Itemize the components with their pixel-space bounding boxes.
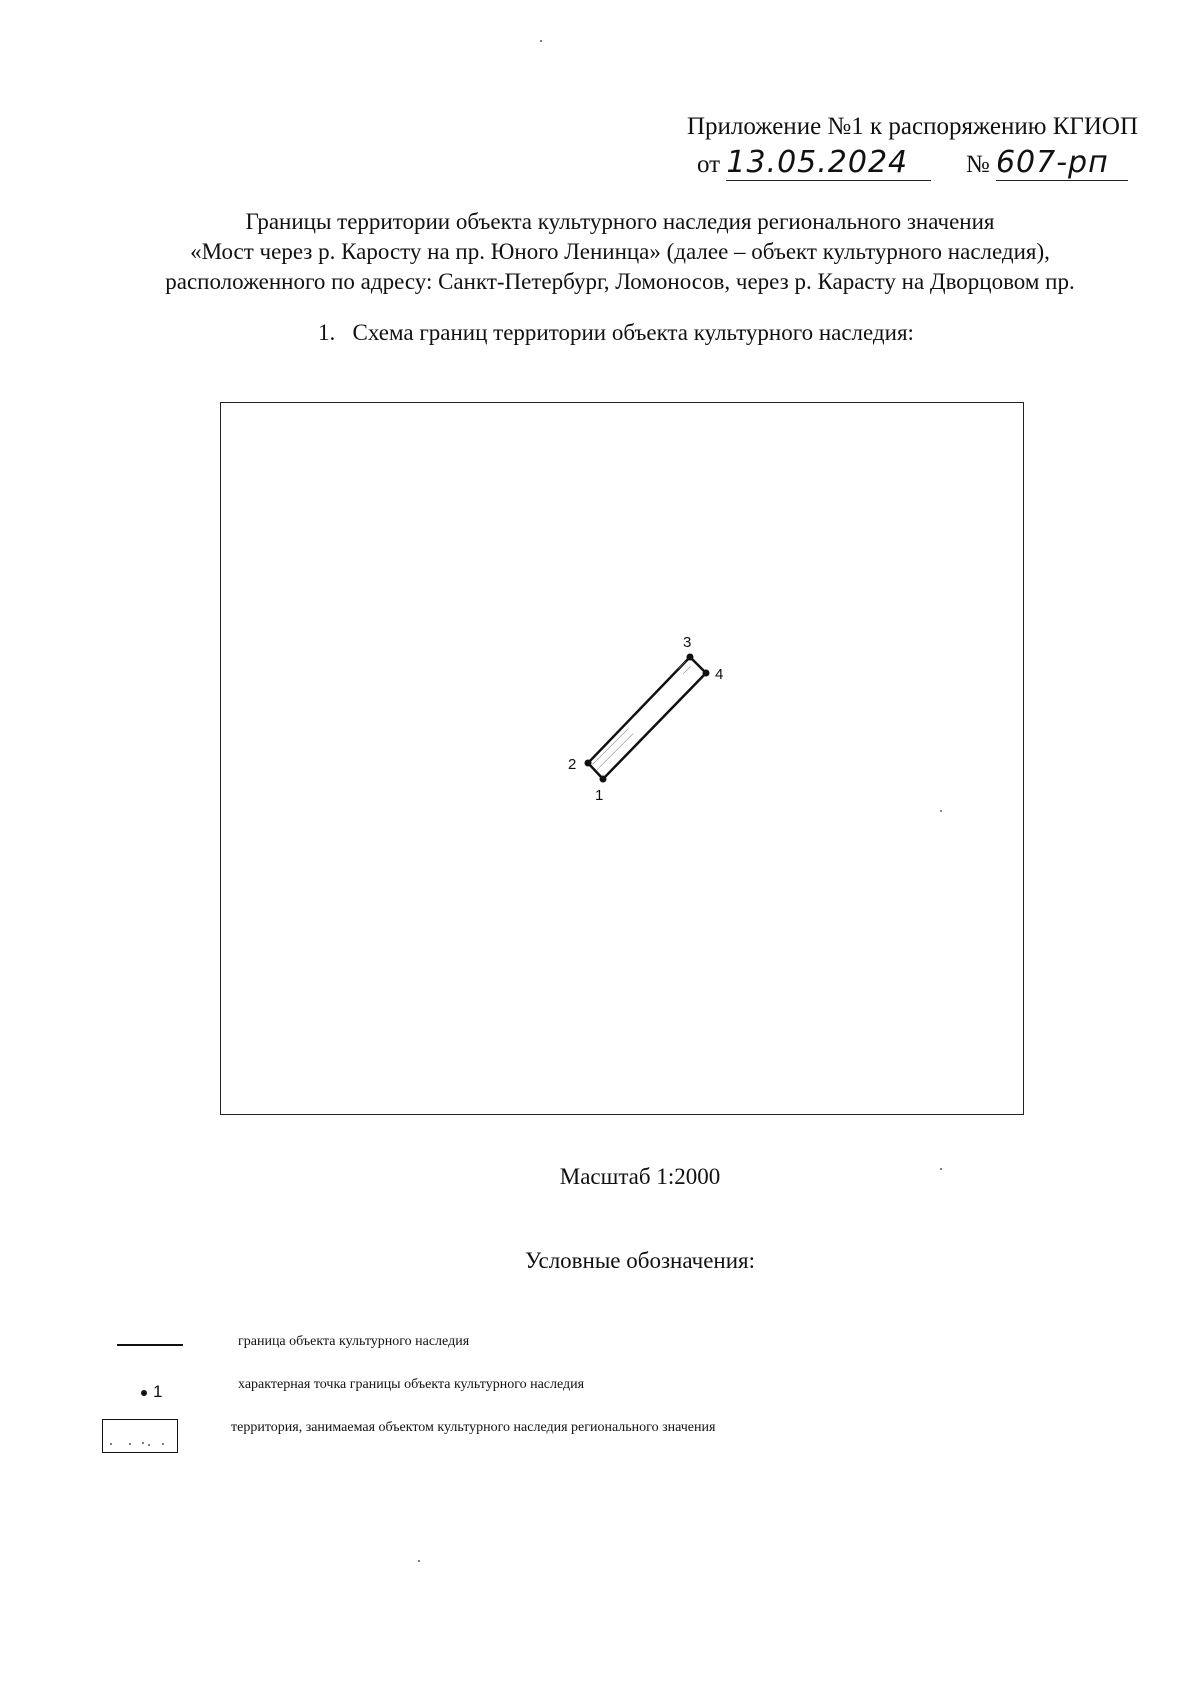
section-number: 1. bbox=[318, 320, 336, 345]
section-heading bbox=[318, 320, 914, 346]
order-date-field bbox=[726, 145, 931, 181]
bullet-icon bbox=[141, 1390, 147, 1396]
boundary-point-label-1: 1 bbox=[595, 787, 604, 804]
number-prefix: № bbox=[965, 151, 990, 178]
scan-speck bbox=[418, 1560, 420, 1562]
order-date: 13.05.2024 bbox=[726, 145, 909, 180]
boundary-point-label-4: 4 bbox=[715, 666, 724, 683]
boundary-point-1 bbox=[600, 776, 607, 783]
title-line-2: «Мост через р. Каросту на пр. Юного Ленинца» (далее – объект культурного наследия), bbox=[190, 239, 1050, 264]
boundary-point-4 bbox=[703, 670, 710, 677]
scan-speck bbox=[540, 40, 542, 42]
dotted-fill-icon bbox=[103, 1420, 176, 1451]
scan-speck bbox=[940, 810, 942, 812]
order-reference bbox=[697, 145, 1137, 185]
title-line-1: Границы территории объекта культурного наследия регионального значения bbox=[245, 209, 995, 234]
section-text: Схема границ территории объекта культурного наследия: bbox=[352, 320, 914, 345]
legend-point-symbol-text: 1 bbox=[153, 1382, 163, 1401]
legend-title: Условные обозначения: bbox=[524, 1248, 756, 1273]
legend-point-label: характерная точка границы объекта культурного наследия bbox=[238, 1377, 585, 1392]
legend-territory-label: территория, занимаемая объектом культурного наследия регионального значения bbox=[231, 1420, 716, 1435]
title-line-3: расположенного по адресу: Санкт-Петербург, Ломоносов, через р. Карасту на Дворцовом пр. bbox=[165, 269, 1075, 294]
order-number-field bbox=[996, 145, 1128, 181]
order-number: 607-рп bbox=[995, 145, 1109, 180]
boundary-point-2 bbox=[585, 760, 592, 767]
boundary-point-3 bbox=[687, 654, 694, 661]
appendix-heading: Приложение №1 к распоряжению КГИОП bbox=[686, 113, 1138, 140]
legend-territory-symbol bbox=[102, 1419, 178, 1453]
scan-speck bbox=[940, 1168, 942, 1170]
from-prefix: от bbox=[697, 151, 721, 178]
boundary-point-label-3: 3 bbox=[683, 634, 692, 651]
boundary-map bbox=[220, 402, 1024, 1115]
legend-boundary-line-symbol bbox=[117, 1344, 183, 1346]
boundary-map-drawing bbox=[221, 403, 1022, 1113]
boundary-point-label-2: 2 bbox=[568, 756, 577, 773]
legend-boundary-line-label: граница объекта культурного наследия bbox=[238, 1334, 470, 1349]
legend-point-symbol bbox=[141, 1382, 162, 1402]
map-scale: Масштаб 1:2000 bbox=[559, 1164, 721, 1189]
document-title bbox=[0, 207, 1200, 297]
